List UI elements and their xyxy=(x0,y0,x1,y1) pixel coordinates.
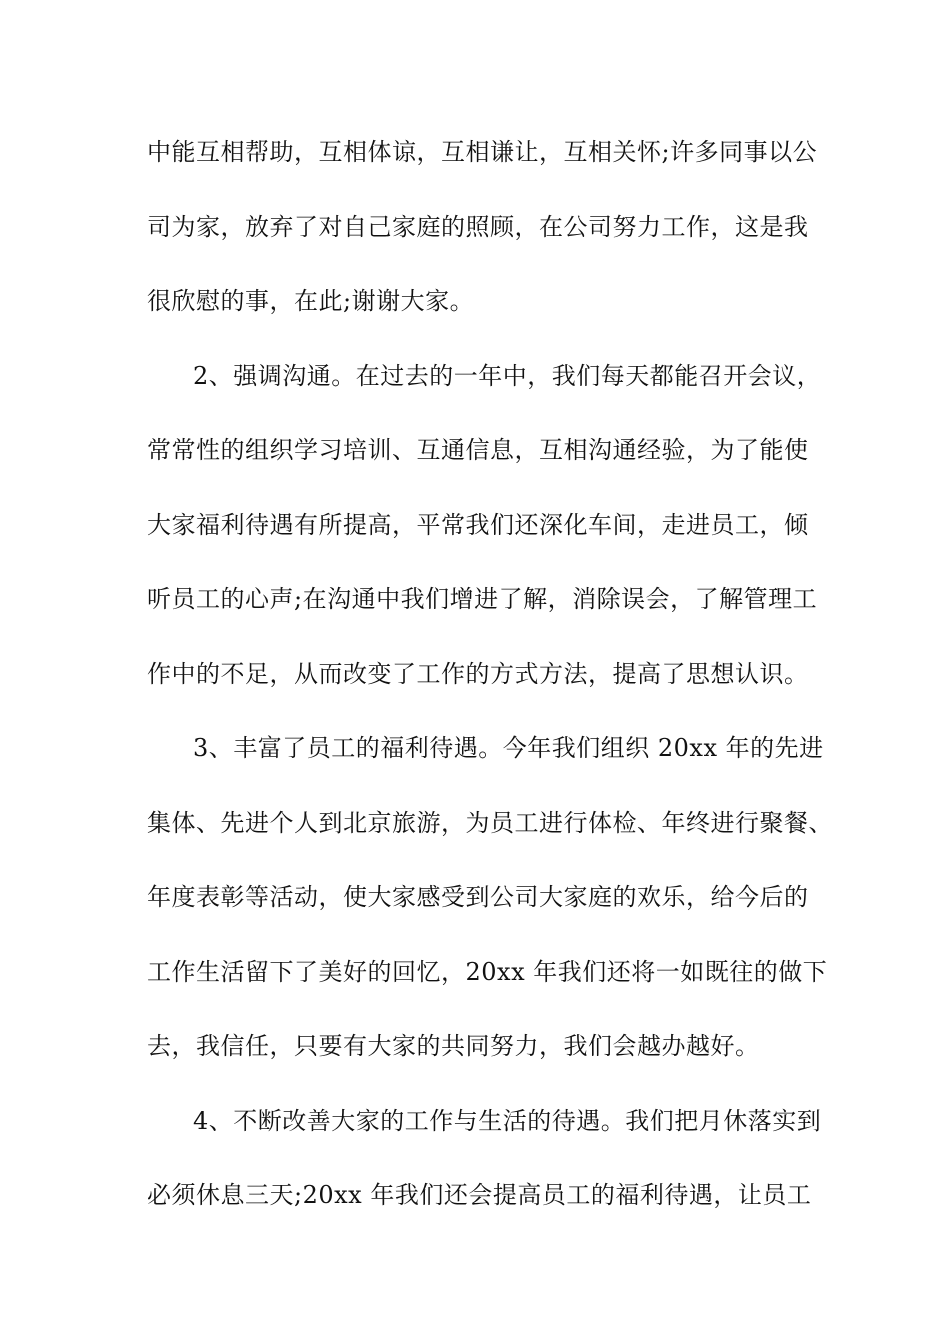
text-line-13: 去，我信任，只要有大家的共同努力，我们会越办越好。 xyxy=(147,1032,760,1060)
body-text xyxy=(147,128,833,1246)
text-line-2: 司为家，放弃了对自己家庭的照顾，在公司努力工作，这是我 xyxy=(147,212,809,241)
text-line-9: 3、丰富了员工的福利待遇。今年我们组织 20xx 年的先进 xyxy=(193,734,824,762)
text-line-12: 工作生活留下了美好的回忆，20xx 年我们还将一如既往的做下 xyxy=(147,957,828,986)
text-line-1: 中能互相帮助，互相体谅，互相谦让，互相关怀;许多同事以公 xyxy=(147,138,818,166)
text-line-11: 年度表彰等活动，使大家感受到公司大家庭的欢乐，给今后的 xyxy=(147,883,809,911)
text-line-6: 大家福利待遇有所提高，平常我们还深化车间，走进员工，倾 xyxy=(147,510,809,539)
text-line-3: 很欣慰的事，在此;谢谢大家。 xyxy=(147,287,475,315)
text-line-7: 听员工的心声;在沟通中我们增进了解，消除误会，了解管理工 xyxy=(147,585,818,613)
text-line-5: 常常性的组织学习培训、互通信息，互相沟通经验，为了能使 xyxy=(147,436,809,464)
text-line-4: 2、强调沟通。在过去的一年中，我们每天都能召开会议， xyxy=(193,361,822,390)
text-line-10: 集体、先进个人到北京旅游，为员工进行体检、年终进行聚餐、 xyxy=(147,808,833,837)
text-line-8: 作中的不足，从而改变了工作的方式方法，提高了思想认识。 xyxy=(147,659,809,688)
text-line-14: 4、不断改善大家的工作与生活的待遇。我们把月休落实到 xyxy=(193,1106,822,1135)
text-line-15: 必须休息三天;20xx 年我们还会提高员工的福利待遇，让员工 xyxy=(147,1181,812,1209)
